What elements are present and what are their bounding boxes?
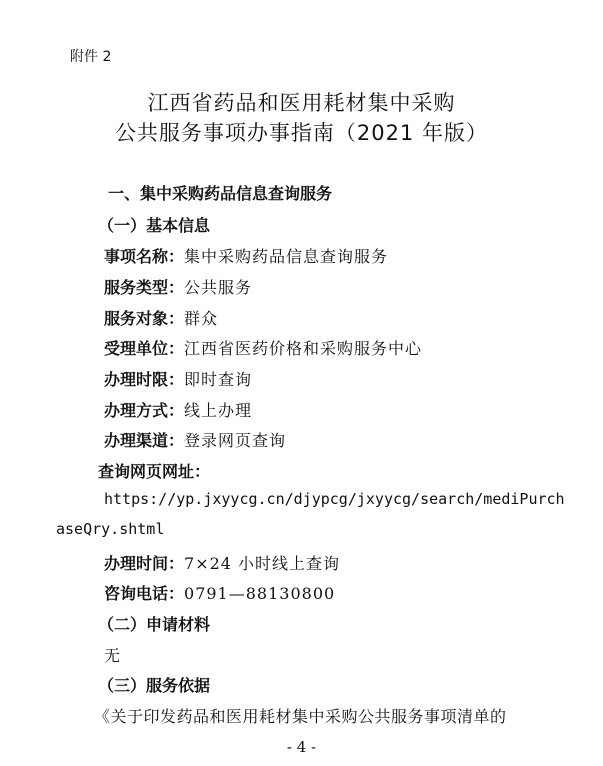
field-value: 线上办理 (184, 401, 253, 420)
field-value: 集中采购药品信息查询服务 (184, 247, 389, 266)
field-hours (104, 551, 340, 574)
section-heading: 一、集中采购药品信息查询服务 (108, 184, 333, 203)
field-channel (104, 428, 286, 451)
field-value: 即时查询 (184, 370, 253, 389)
field-accepting-unit (104, 336, 422, 359)
attachment-label: 附件 2 (70, 49, 112, 65)
field-value: 公共服务 (184, 278, 253, 297)
field-label: 事项名称： (104, 247, 185, 266)
field-label: 办理渠道： (104, 431, 185, 450)
field-value: 登录网页查询 (184, 431, 287, 450)
subsection-basis: （三）服务依据 (98, 676, 211, 695)
field-time-limit (104, 367, 252, 390)
field-item-name (104, 244, 388, 267)
field-phone (104, 581, 335, 604)
subsection-materials: （二）申请材料 (98, 615, 211, 634)
url-line-1: https://yp.jxyycg.cn/djypcg/jxyycg/search/mediPurch (104, 490, 565, 508)
field-value: 江西省医药价格和采购服务中心 (184, 339, 423, 358)
field-label: 办理时间： (104, 554, 185, 573)
field-value: 群众 (184, 309, 219, 328)
document-title-line1: 江西省药品和医用耗材集中采购 (147, 91, 456, 115)
basis-text: 《关于印发药品和医用耗材集中采购公共服务事项清单的 (94, 707, 507, 726)
url-line-2: aseQry.shtml (56, 520, 165, 538)
field-label: 咨询电话： (104, 584, 185, 603)
url-label (98, 459, 210, 482)
document-title-line2: 公共服务事项办事指南（2021 年版） (114, 121, 489, 145)
field-label: 办理方式： (104, 401, 185, 420)
field-label: 服务类型： (104, 278, 185, 297)
url-label-text: 查询网页网址： (98, 462, 211, 481)
materials-value: 无 (104, 646, 121, 665)
field-label: 办理时限： (104, 370, 185, 389)
page-number: - 4 - (286, 738, 317, 756)
field-label: 受理单位： (104, 339, 185, 358)
field-method (104, 398, 252, 421)
field-value: 7×24 小时线上查询 (184, 554, 341, 573)
field-label: 服务对象： (104, 309, 185, 328)
field-value: 0791—88130800 (184, 584, 336, 603)
subsection-basic-info: （一）基本信息 (98, 216, 211, 235)
field-service-target (104, 306, 218, 329)
field-service-type (104, 275, 252, 298)
